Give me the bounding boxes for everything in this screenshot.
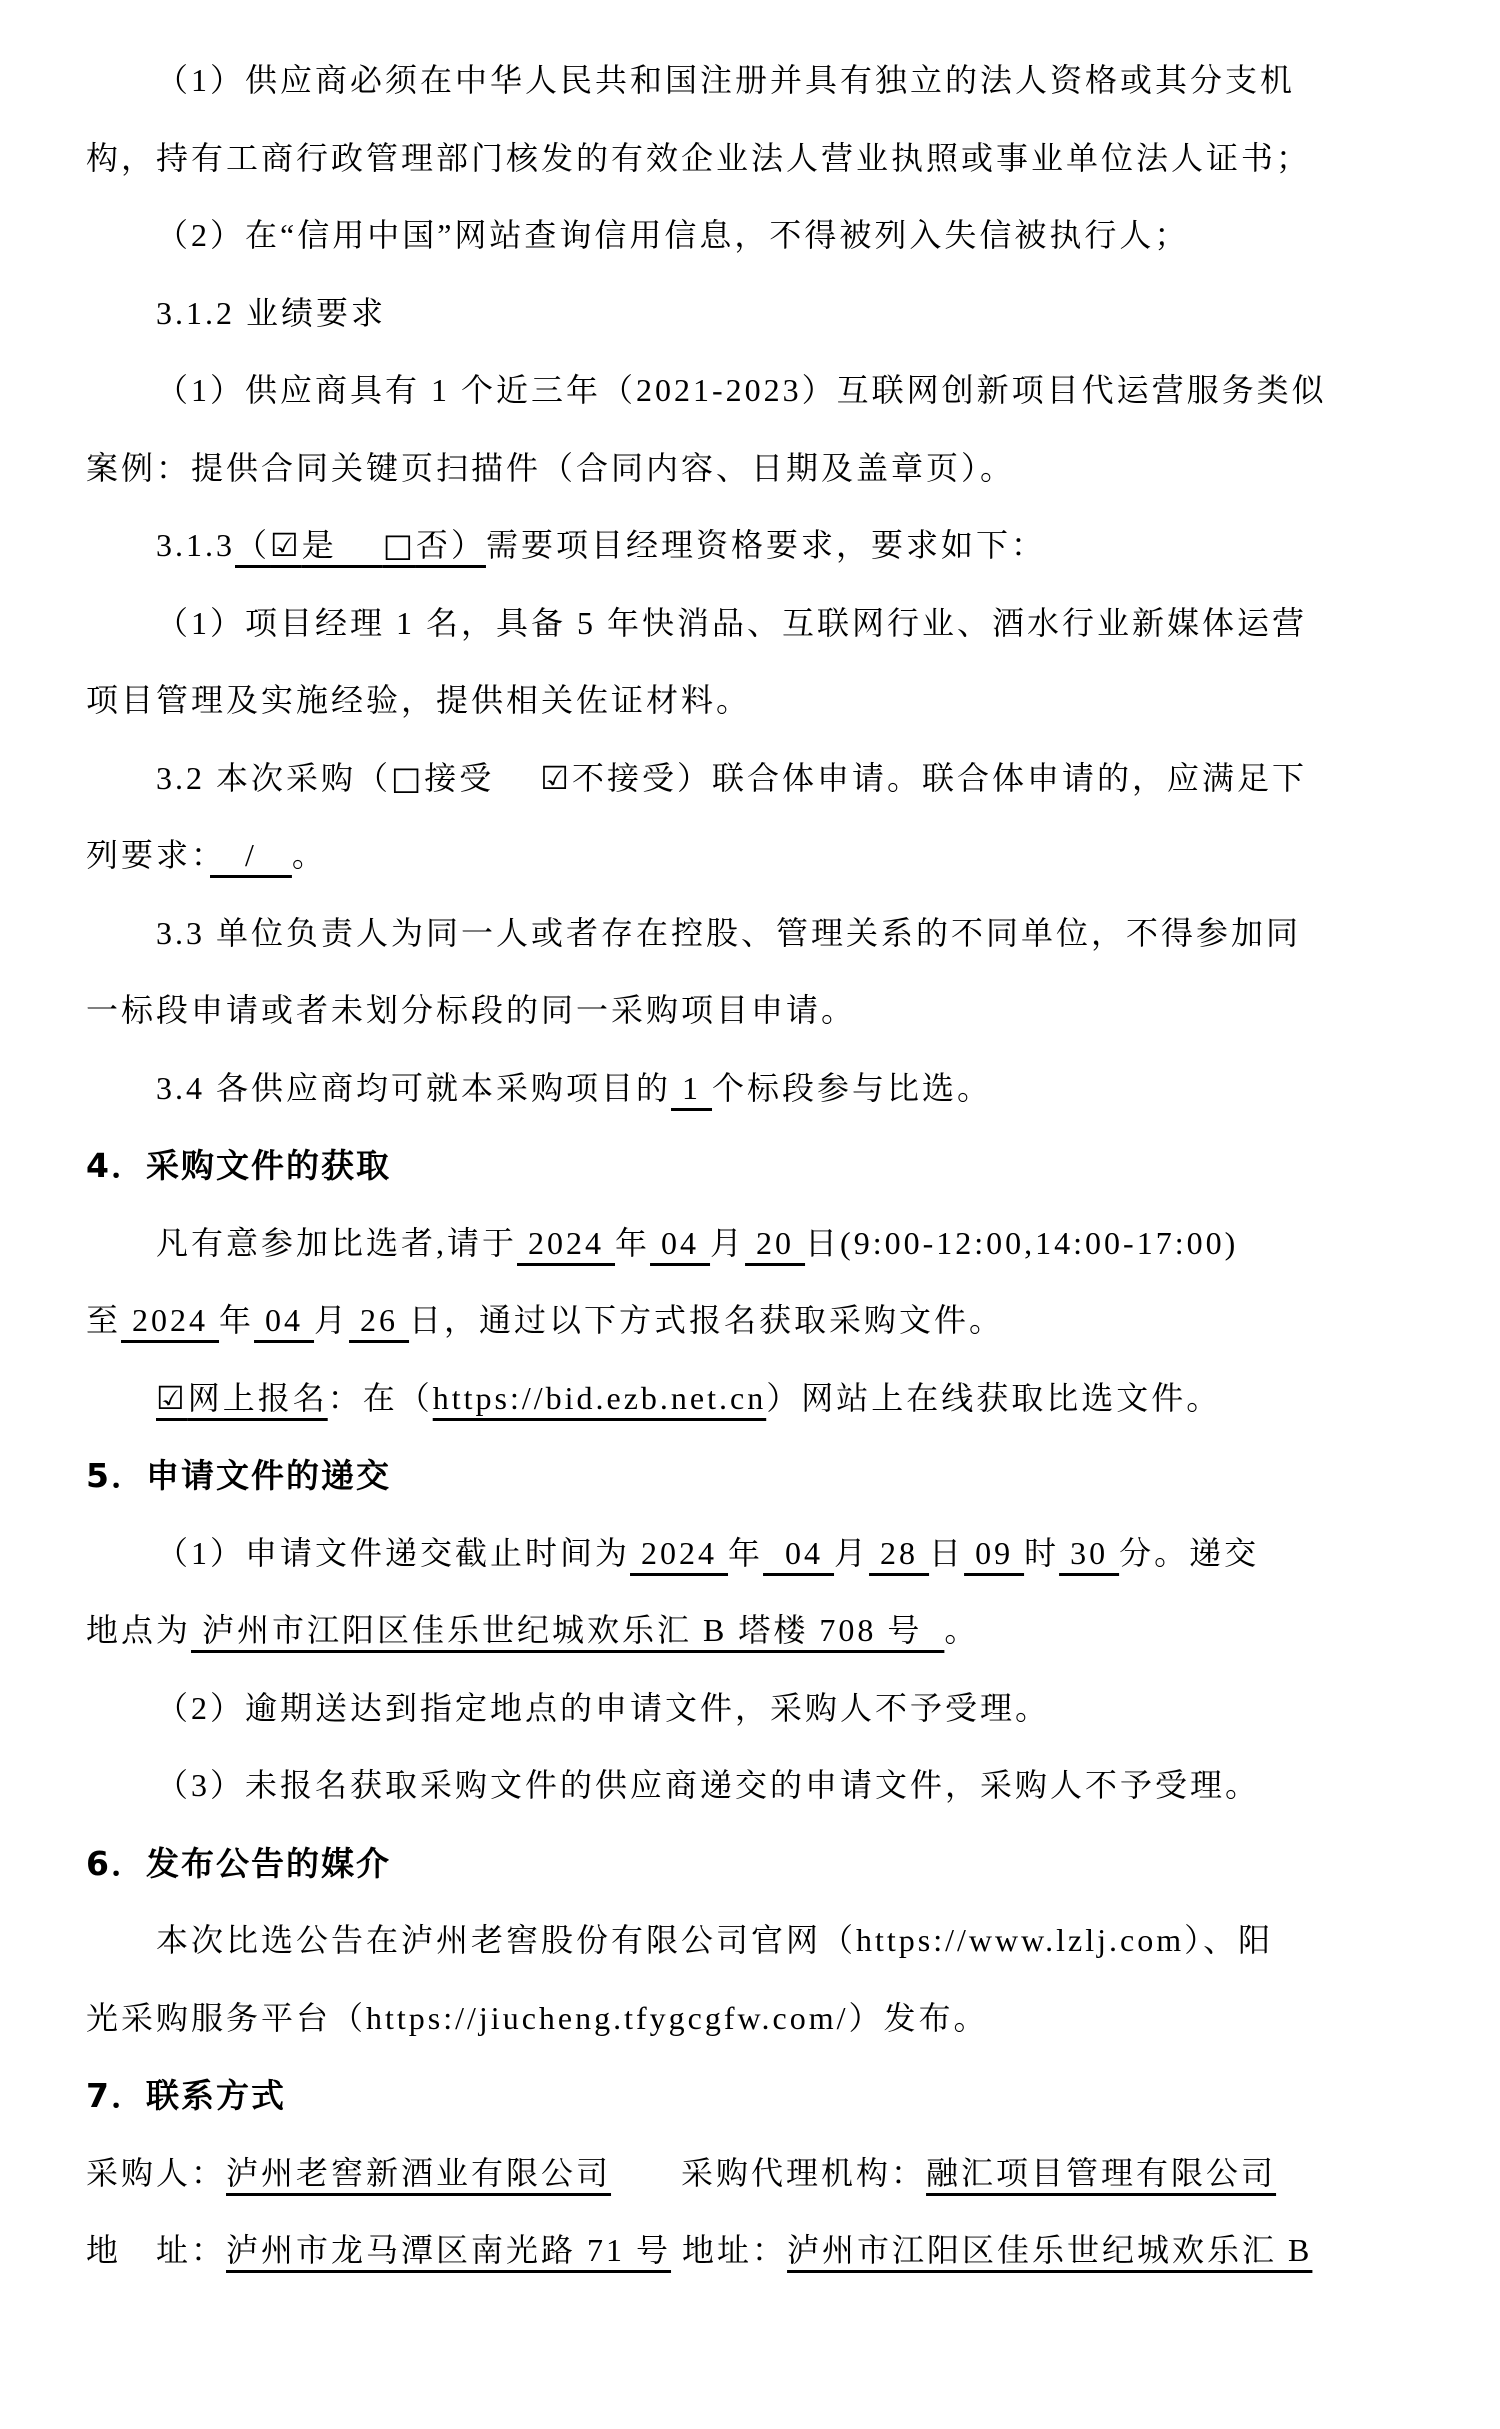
para-announcement-line1: [86, 1902, 1444, 1980]
para-performance-line2: [86, 430, 1444, 508]
text-run: （1）申请文件递交截止时间为: [156, 1534, 631, 1571]
line-addresses: [86, 2212, 1444, 2290]
month-field: 04: [650, 1224, 711, 1261]
heading-section-5: [86, 1437, 1444, 1515]
text-run: 凡有意参加比选者,请于: [156, 1224, 518, 1261]
year-field: 2024: [517, 1224, 616, 1261]
purchaser-address: 泸州市龙马潭区南光路 71 号: [226, 2232, 672, 2268]
text-run: 3.4 各供应商均可就本采购项目的: [156, 1069, 672, 1106]
text-run: 7．联系方式: [86, 2076, 286, 2115]
month-field: 04: [763, 1534, 835, 1571]
text-run: 网上报名: [187, 1379, 328, 1416]
text-run: 分。递交: [1119, 1534, 1260, 1571]
text-run: 采购代理机构：: [611, 2154, 927, 2191]
text-run: 年: [728, 1534, 764, 1571]
text-run: ）网站上在线获取比选文件。: [766, 1379, 1222, 1416]
agency-address: 泸州市江阳区佳乐世纪城欢乐汇 B: [787, 2232, 1313, 2268]
checkbox-checked-icon: ☑: [156, 1378, 188, 1417]
para-performance-line1: [86, 352, 1444, 430]
day-field: 26: [349, 1302, 410, 1338]
text-run: 列要求：: [86, 837, 211, 873]
text-run: 个标段参与比选。: [712, 1069, 993, 1106]
para-3-3-line1: [86, 895, 1444, 973]
text-run: 需要项目经理资格要求，要求如下：: [485, 527, 1046, 563]
para-announcement-line2: [86, 1980, 1444, 2058]
month-field: 04: [254, 1302, 315, 1338]
para-supplier-qualification-line1: [86, 42, 1444, 120]
text-run: 3.1.3: [156, 527, 235, 563]
text-run: （2）在“信用中国”网站查询信用信息，不得被列入失信被执行人；: [156, 217, 1190, 253]
minute-field: 30: [1059, 1534, 1120, 1571]
text-run: 5．申请文件的递交: [86, 1456, 391, 1495]
checkbox-unchecked-icon: □: [382, 526, 416, 564]
text-run: 3.1.2 业绩要求: [156, 294, 387, 331]
text-run: （3）未报名获取采购文件的供应商递交的申请文件，采购人不予受理。: [156, 1767, 1261, 1803]
text-run: 3.3 单位负责人为同一人或者存在控股、管理关系的不同单位，不得参加同: [156, 914, 1302, 951]
para-supplier-qualification-line2: [86, 120, 1444, 198]
para-unregistered: [86, 1747, 1444, 1825]
text-run: （1）供应商具有 1 个近三年（2021-2023）互联网创新项目代运营服务类似: [156, 372, 1327, 408]
text-run: 月: [314, 1302, 350, 1338]
text-run: 日(9:00-12:00,14:00-17:00): [805, 1224, 1239, 1261]
text-run: ：在（: [327, 1379, 433, 1416]
text-run: 地 址：: [86, 2232, 227, 2268]
text-run: 日，通过以下方式报名获取采购文件。: [409, 1302, 1005, 1338]
document-body: [86, 42, 1444, 2290]
line-3-2-consortium: [86, 740, 1444, 818]
text-run: 一标段申请或者未划分标段的同一采购项目申请。: [86, 992, 857, 1028]
text-run: （2）逾期送达到指定地点的申请文件，采购人不予受理。: [156, 1689, 1051, 1726]
text-run: 光采购服务平台（https://jiucheng.tfygcgfw.com/）发布。: [86, 1999, 989, 2036]
hour-field: 09: [964, 1534, 1025, 1571]
text-run: 不接受）联合体申请。联合体申请的，应满足下: [571, 759, 1307, 796]
url-text: https://bid.ezb.net.cn: [432, 1379, 767, 1416]
text-run: 月: [834, 1534, 870, 1571]
text-run: 是: [301, 527, 383, 563]
day-field: 28: [869, 1534, 930, 1571]
text-run: 采购人：: [86, 2154, 227, 2191]
text-run: 6．发布公告的媒介: [86, 1843, 391, 1883]
line-purchaser: [86, 2135, 1444, 2213]
para-3-4: [86, 1050, 1444, 1128]
text-run: 3.2 本次采购（: [156, 759, 392, 796]
heading-3-1-2: [86, 275, 1444, 353]
year-field: 2024: [121, 1302, 220, 1338]
para-obtain-docs-line1: [86, 1205, 1444, 1283]
year-field: 2024: [630, 1534, 729, 1571]
line-3-1-3-project-manager: [86, 507, 1444, 585]
lot-count-field: 1: [671, 1069, 713, 1106]
para-pm-requirement-line1: [86, 585, 1444, 663]
day-field: 20: [745, 1224, 806, 1261]
para-obtain-docs-line2: [86, 1282, 1444, 1360]
text-run: （: [235, 527, 271, 563]
text-run: 。: [291, 837, 327, 873]
para-3-3-line2: [86, 972, 1444, 1050]
text-run: 项目管理及实施经验，提供相关佐证材料。: [86, 682, 752, 718]
text-run: 。: [944, 1612, 980, 1648]
text-run: （1）供应商必须在中华人民共和国注册并具有独立的法人资格或其分支机: [156, 62, 1296, 98]
para-deadline: [86, 1515, 1444, 1593]
text-run: 接受: [424, 759, 541, 796]
text-run: 地点为: [86, 1612, 192, 1648]
checkbox-checked-icon: ☑: [540, 758, 572, 797]
text-run: 案例：提供合同关键页扫描件（合同内容、日期及盖章页）。: [86, 449, 1016, 486]
text-run: 年: [219, 1302, 255, 1338]
para-pm-requirement-line2: [86, 662, 1444, 740]
text-run: 月: [710, 1224, 746, 1261]
heading-section-4: [86, 1127, 1444, 1205]
checkbox-unchecked-icon: □: [391, 758, 425, 797]
text-run: 年: [615, 1224, 651, 1261]
blank-field: /: [210, 837, 292, 873]
text-run: 日: [929, 1534, 965, 1571]
heading-section-7: [86, 2057, 1444, 2135]
text-run: 至: [86, 1302, 122, 1338]
text-run: 否）: [415, 527, 486, 563]
agency-name: 融汇项目管理有限公司: [926, 2154, 1277, 2191]
text-run: 时: [1024, 1534, 1060, 1571]
line-3-2-blank: [86, 817, 1444, 895]
purchaser-name: 泸州老窖新酒业有限公司: [226, 2154, 612, 2191]
para-credit-china: [86, 197, 1444, 275]
heading-section-6: [86, 1825, 1444, 1903]
text-run: 地址：: [671, 2232, 788, 2268]
para-delivery-address: [86, 1592, 1444, 1670]
para-late-delivery: [86, 1670, 1444, 1748]
text-run: 4．采购文件的获取: [86, 1146, 391, 1185]
text-run: （1）项目经理 1 名，具备 5 年快消品、互联网行业、酒水行业新媒体运营: [156, 604, 1308, 641]
text-run: 本次比选公告在泸州老窖股份有限公司官网（https://www.lzlj.com）、阳: [156, 1922, 1274, 1958]
text-run: 构，持有工商行政管理部门核发的有效企业法人营业执照或事业单位法人证书；: [86, 139, 1312, 176]
address-field: 泸州市江阳区佳乐世纪城欢乐汇 B 塔楼 708 号: [191, 1612, 945, 1648]
line-online-registration: [86, 1360, 1444, 1438]
checkbox-checked-icon: ☑: [270, 526, 302, 564]
